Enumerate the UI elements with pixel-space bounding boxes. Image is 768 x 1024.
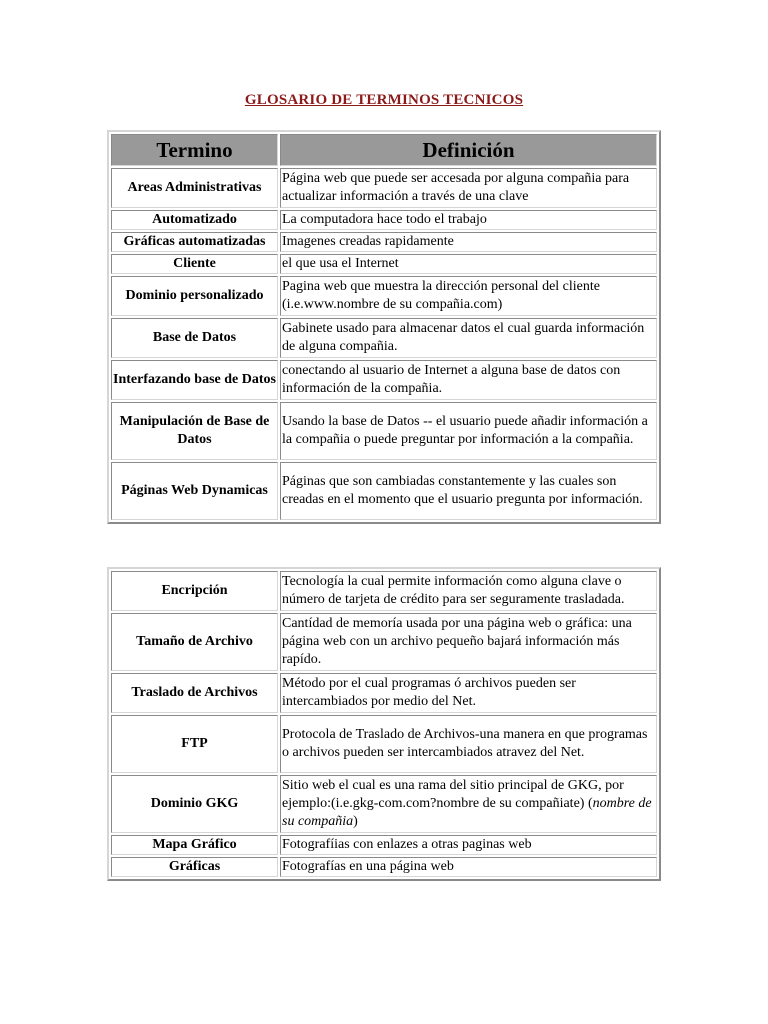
table-row [111,232,657,252]
table-row [111,276,657,316]
term-cell: Tamaño de Archivo [111,613,278,671]
term-cell: Mapa Gráfico [111,835,278,855]
header-definition: Definición [280,134,657,166]
definition-end-text: ) [353,814,358,829]
definition-cell: Imagenes creadas rapidamente [280,232,657,252]
term-cell: FTP [111,715,278,773]
definition-text: Sitio web el cual es una rama del sitio principal de GKG, por ejemplo:(i.e.gkg-com.com?nombre de su compañiate) ( [282,778,624,811]
definition-cell: Cantídad de memoría usada por una página web o gráfica: una página web con un archivo pequeño bajará información más rapído. [280,613,657,671]
table-row [111,673,657,713]
term-cell: Dominio personalizado [111,276,278,316]
table-row [111,318,657,358]
header-term: Termino [111,134,278,166]
table-row [111,360,657,400]
term-cell: Páginas Web Dynamicas [111,462,278,520]
table-row [111,613,657,671]
definition-cell: Método por el cual programas ó archivos pueden ser intercambiados por medio del Net. [280,673,657,713]
table-row [111,210,657,230]
term-cell: Cliente [111,254,278,274]
table-row [111,168,657,208]
definition-cell: Fotografíias con enlazes a otras paginas web [280,835,657,855]
term-cell: Interfazando base de Datos [111,360,278,400]
definition-cell: La computadora hace todo el trabajo [280,210,657,230]
table-row [111,462,657,520]
term-cell: Gráficas automatizadas [111,232,278,252]
term-cell: Gráficas [111,857,278,877]
table-row [111,402,657,460]
page-title: GLOSARIO DE TERMINOS TECNICOS [244,92,524,108]
table-row [111,571,657,611]
glossary-table-2 [107,567,661,881]
term-cell: Dominio GKG [111,775,278,833]
definition-cell [280,775,657,833]
definition-cell: Fotografías en una página web [280,857,657,877]
definition-cell: Usando la base de Datos -- el usuario puede añadir información a la compañia o puede preguntar por información a la compañia. [280,402,657,460]
table-row [111,835,657,855]
definition-cell: Pagina web que muestra la dirección personal del cliente (i.e.www.nombre de su compañia.com) [280,276,657,316]
term-cell: Areas Administrativas [111,168,278,208]
table-row [111,254,657,274]
table-row [111,775,657,833]
term-cell: Manipulación de Base de Datos [111,402,278,460]
definition-cell: Protocola de Traslado de Archivos-una manera en que programas o archivos pueden ser intercambiados atravez del Net. [280,715,657,773]
definition-italic-text: nombre de su compañia [282,796,652,829]
definition-cell: Páginas que son cambiadas constantemente y las cuales son creadas en el momento que el usuario pregunta por información. [280,462,657,520]
definition-cell: el que usa el Internet [280,254,657,274]
definition-cell: Gabinete usado para almacenar datos el cual guarda información de alguna compañia. [280,318,657,358]
term-cell: Encripción [111,571,278,611]
definition-cell: Tecnología la cual permite información como alguna clave o número de tarjeta de crédito para ser seguramente trasladada. [280,571,657,611]
table-row [111,857,657,877]
glossary-table-1 [107,130,661,524]
table-row [111,715,657,773]
term-cell: Base de Datos [111,318,278,358]
table-header-row [111,134,657,166]
definition-cell: conectando al usuario de Internet a alguna base de datos con información de la compañia. [280,360,657,400]
definition-cell: Página web que puede ser accesada por alguna compañia para actualizar información a través de una clave [280,168,657,208]
term-cell: Automatizado [111,210,278,230]
term-cell: Traslado de Archivos [111,673,278,713]
